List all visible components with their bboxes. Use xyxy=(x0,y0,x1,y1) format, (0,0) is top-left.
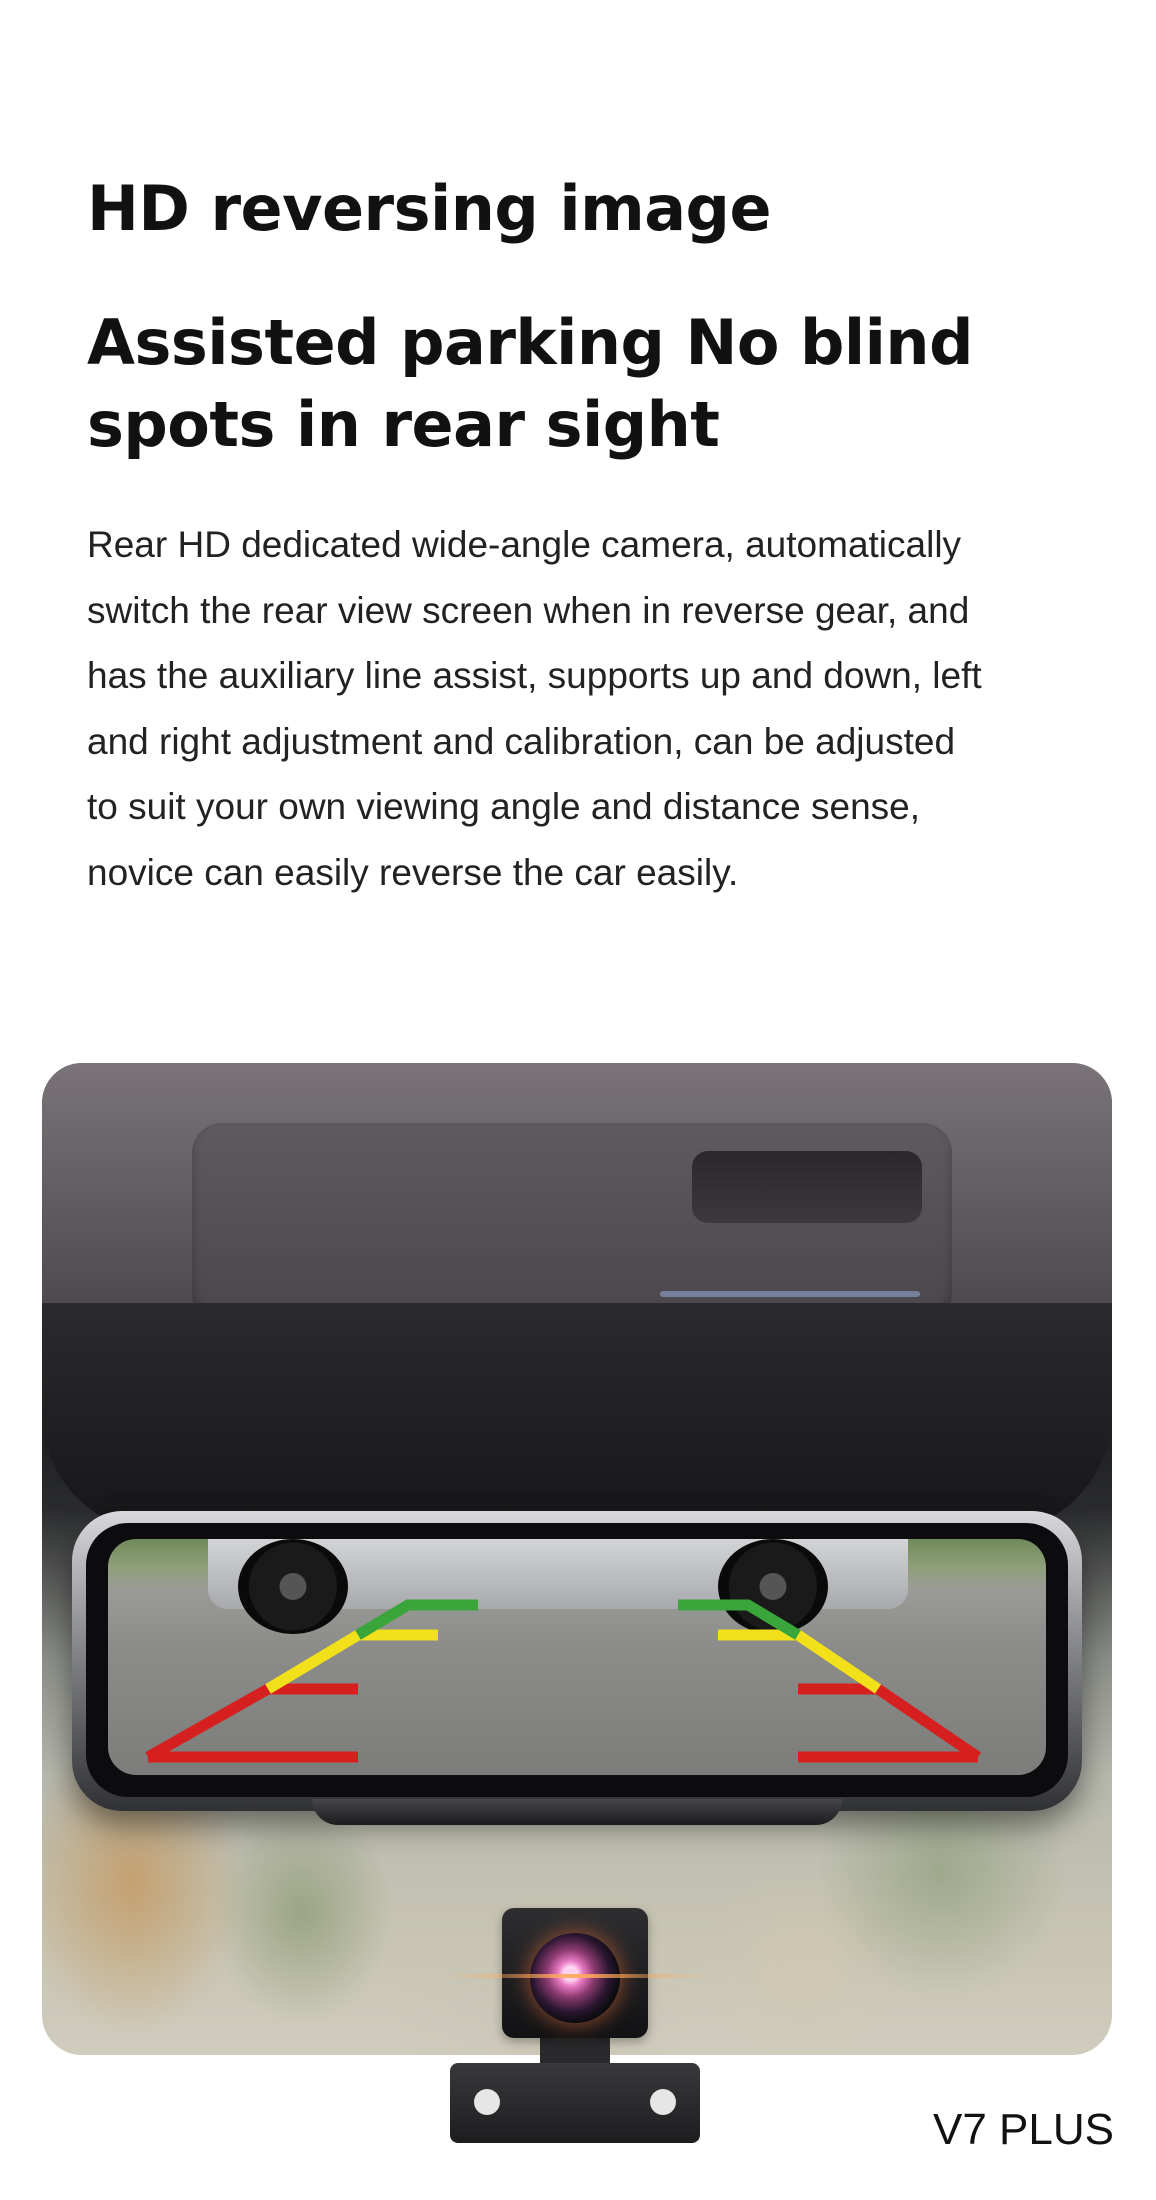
rear-camera xyxy=(440,1908,710,2148)
page-subtitle xyxy=(87,302,1087,466)
subtitle-line: Assisted parking No blind xyxy=(87,306,973,379)
bracket-hole xyxy=(474,2089,500,2115)
page-title: HD reversing image xyxy=(87,172,771,245)
mirror-mount xyxy=(42,1303,1112,1533)
rearview-mirror-display xyxy=(72,1511,1082,1811)
subtitle-line: spots in rear sight xyxy=(87,388,720,461)
camera-lens-icon xyxy=(530,1933,620,2023)
description xyxy=(87,512,1097,905)
reversing-screen xyxy=(108,1539,1046,1775)
lens-flare xyxy=(442,1974,712,1978)
description-line: Rear HD dedicated wide-angle camera, automatically xyxy=(87,524,962,565)
description-line: has the auxiliary line assist, supports up and down, left xyxy=(87,655,982,696)
mirror-lower-housing xyxy=(312,1799,842,1825)
camera-bracket xyxy=(450,2063,700,2143)
mirror-bezel xyxy=(86,1523,1068,1797)
description-line: to suit your own viewing angle and distance sense, xyxy=(87,786,921,827)
overhead-console xyxy=(192,1123,952,1323)
guideline-near-left xyxy=(148,1689,358,1757)
guideline-mid-left xyxy=(268,1635,438,1689)
description-line: novice can easily reverse the car easily. xyxy=(87,851,739,893)
model-label: V7 PLUS xyxy=(933,2105,1114,2154)
product-photo xyxy=(42,1063,1112,2055)
console-slot xyxy=(660,1291,920,1297)
console-light xyxy=(692,1151,922,1223)
guideline-near-right xyxy=(798,1689,978,1757)
parking-guidelines xyxy=(108,1539,1046,1769)
bracket-hole xyxy=(650,2089,676,2115)
description-line: and right adjustment and calibration, can be adjusted xyxy=(87,720,956,762)
description-line: switch the rear view screen when in reverse gear, and xyxy=(87,589,970,631)
camera-body xyxy=(502,1908,648,2038)
guideline-mid-right xyxy=(718,1635,878,1689)
